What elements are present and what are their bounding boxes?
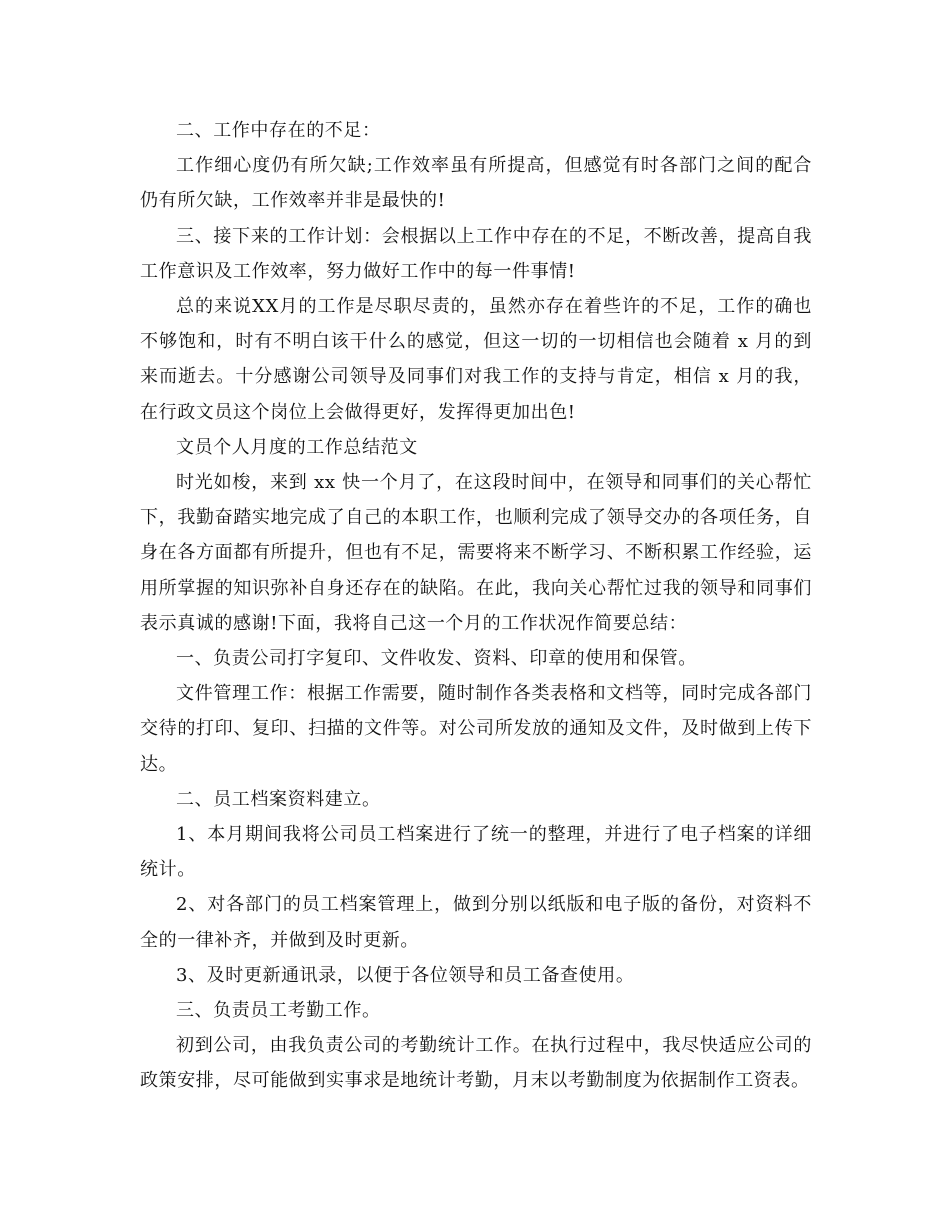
paragraph-intro: 时光如梭，来到 xx 快一个月了，在这段时间中，在领导和同事们的关心帮忙下，我勤奋踏实地完成了自己的本职工作，也顺利完成了领导交办的各项任务，自身在各方面都有所提升，但也有不足，需要将来不断学习、不断积累工作经验，运用所掌握的知识弥补自身还存在的缺陷。在此，我向关心帮忙过我的领导和同事们表示真诚的感谢!下面，我将自己这一个月的工作状况作简要总结： <box>140 472 812 634</box>
article-title: 文员个人月度的工作总结范文 <box>176 436 418 458</box>
paragraph-shortcomings: 工作细心度仍有所欠缺;工作效率虽有所提高，但感觉有时各部门之间的配合仍有所欠缺，工作效率并非是最快的! <box>140 155 812 212</box>
list-item-3: 3、及时更新通讯录，以便于各位领导和员工备查使用。 <box>176 964 635 986</box>
list-item-2: 2、对各部门的员工档案管理上，做到分别以纸版和电子版的备份，对资料不全的一律补齐，并做到及时更新。 <box>140 894 812 951</box>
section-heading-shortcomings: 二、工作中存在的不足： <box>176 120 381 141</box>
paragraph-attendance: 初到公司，由我负责公司的考勤统计工作。在执行过程中，我尽快适应公司的政策安排，尽可能做到实事求是地统计考勤，月末以考勤制度为依据制作工资表。 <box>140 1035 812 1092</box>
section-heading-typing-copying: 一、负责公司打字复印、文件收发、资料、印章的使用和保管。 <box>176 648 697 670</box>
section-heading-employee-files: 二、员工档案资料建立。 <box>176 788 381 810</box>
section-heading-attendance: 三、负责员工考勤工作。 <box>176 1000 381 1022</box>
paragraph-file-management: 文件管理工作：根据工作需要，随时制作各类表格和文档等，同时完成各部门交待的打印、复印、扫描的文件等。对公司所发放的通知及文件，及时做到上传下达。 <box>140 683 812 775</box>
document-body <box>140 113 812 1099</box>
list-item-1: 1、本月期间我将公司员工档案进行了统一的整理，并进行了电子档案的详细统计。 <box>140 824 812 881</box>
paragraph-next-plan: 三、接下来的工作计划：会根据以上工作中存在的不足，不断改善，提高自我工作意识及工作效率，努力做好工作中的每一件事情! <box>140 225 812 282</box>
paragraph-summary: 总的来说XX月的工作是尽职尽责的，虽然亦存在着些许的不足，工作的确也不够饱和，时有不明白该干什么的感觉，但这一切的一切相信也会随着 x 月的到来而逝去。十分感谢公司领导及同事们对我工作的支持与肯定，相信 x 月的我，在行政文员这个岗位上会做得更好，发挥得更加出色! <box>140 296 812 423</box>
